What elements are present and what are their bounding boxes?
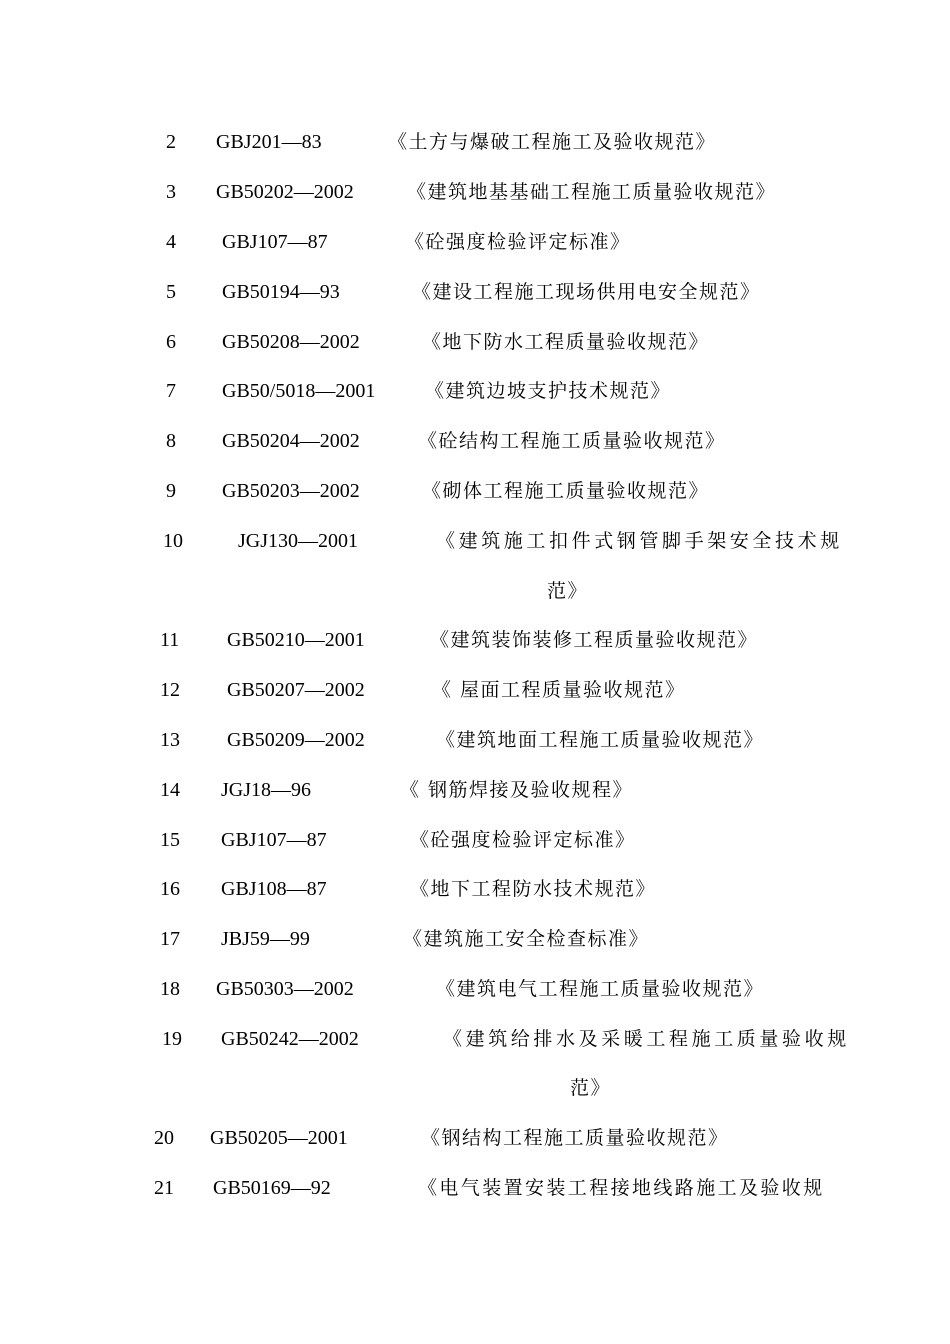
standard-code: GB50202—2002 <box>216 181 354 203</box>
entry-number: 7 <box>166 380 176 402</box>
standard-code: GB50204—2002 <box>222 430 360 452</box>
standard-title: 《 屋面工程质量验收规范》 <box>432 679 686 701</box>
list-item <box>0 625 950 655</box>
entry-number: 17 <box>160 928 180 950</box>
standard-title: 《建筑装饰装修工程质量验收规范》 <box>430 629 759 651</box>
entry-number: 13 <box>160 729 180 751</box>
list-item <box>0 277 950 307</box>
entry-number: 14 <box>160 779 180 801</box>
standard-title: 《建筑给排水及采暖工程施工质量验收规 <box>443 1028 850 1050</box>
entry-number: 19 <box>162 1028 182 1050</box>
entry-number: 9 <box>166 480 176 502</box>
list-item <box>0 974 950 1004</box>
standard-code: GBJ201—83 <box>216 131 322 153</box>
entry-number: 2 <box>166 131 176 153</box>
standard-title: 《砼强度检验评定标准》 <box>405 231 631 253</box>
standard-title: 《建筑施工安全检查标准》 <box>403 928 650 950</box>
standard-title: 《建筑电气工程施工质量验收规范》 <box>436 978 765 1000</box>
standard-code: GB50/5018—2001 <box>222 380 376 402</box>
list-item <box>0 775 950 805</box>
standard-title: 《钢结构工程施工质量验收规范》 <box>421 1127 729 1149</box>
standard-title: 《建设工程施工现场供用电安全规范》 <box>412 281 761 303</box>
standard-title: 《地下防水工程质量验收规范》 <box>422 331 710 353</box>
entry-number: 16 <box>160 878 180 900</box>
list-item <box>0 526 950 556</box>
entry-number: 21 <box>154 1177 174 1199</box>
list-item <box>0 874 950 904</box>
standard-code: GB50208—2002 <box>222 331 360 353</box>
standard-title: 《建筑施工扣件式钢管脚手架安全技术规 <box>436 530 843 552</box>
standard-title: 《 钢筋焊接及验收规程》 <box>400 779 634 801</box>
standard-code: GB50169—92 <box>213 1177 331 1199</box>
list-item <box>0 1024 950 1054</box>
standard-code: JBJ59—99 <box>221 928 310 950</box>
standard-title: 《建筑边坡支护技术规范》 <box>425 380 672 402</box>
list-item-continuation <box>0 576 950 606</box>
standard-code: GB50203—2002 <box>222 480 360 502</box>
list-item <box>0 177 950 207</box>
standard-code: GB50210—2001 <box>227 629 365 651</box>
standard-title: 《砼结构工程施工质量验收规范》 <box>418 430 726 452</box>
standard-code: GB50194—93 <box>222 281 340 303</box>
entry-number: 15 <box>160 829 180 851</box>
standard-code: GBJ107—87 <box>221 829 327 851</box>
entry-number: 11 <box>160 629 180 651</box>
standard-title-continuation: 范》 <box>570 1077 612 1099</box>
standard-code: JGJ18—96 <box>221 779 312 801</box>
list-item <box>0 825 950 855</box>
entry-number: 6 <box>166 331 176 353</box>
standard-title: 《土方与爆破工程施工及验收规范》 <box>388 131 717 153</box>
standard-code: GBJ108—87 <box>221 878 327 900</box>
list-item <box>0 1173 950 1203</box>
standard-code: GB50242—2002 <box>221 1028 359 1050</box>
standard-code: GBJ107—87 <box>222 231 328 253</box>
standard-title: 《砌体工程施工质量验收规范》 <box>422 480 710 502</box>
list-item <box>0 227 950 257</box>
standard-code: JGJ130—2001 <box>238 530 359 552</box>
list-item <box>0 327 950 357</box>
standard-title: 《地下工程防水技术规范》 <box>410 878 657 900</box>
list-item <box>0 476 950 506</box>
standard-code: GB50303—2002 <box>216 978 354 1000</box>
entry-number: 10 <box>163 530 183 552</box>
standard-title-continuation: 范》 <box>547 580 589 602</box>
standard-code: GB50209—2002 <box>227 729 365 751</box>
list-item <box>0 1123 950 1153</box>
standard-title: 《砼强度检验评定标准》 <box>410 829 636 851</box>
standard-title: 《建筑地基基础工程施工质量验收规范》 <box>407 181 777 203</box>
entry-number: 18 <box>160 978 180 1000</box>
entry-number: 5 <box>166 281 176 303</box>
list-item <box>0 675 950 705</box>
standard-title: 《电气装置安装工程接地线路施工及验收规 <box>418 1177 825 1199</box>
entry-number: 3 <box>166 181 176 203</box>
entry-number: 8 <box>166 430 176 452</box>
list-item-continuation <box>0 1073 950 1103</box>
entry-number: 20 <box>154 1127 174 1149</box>
standard-title: 《建筑地面工程施工质量验收规范》 <box>436 729 765 751</box>
entry-number: 4 <box>166 231 176 253</box>
list-item <box>0 426 950 456</box>
standard-code: GB50207—2002 <box>227 679 365 701</box>
list-item <box>0 924 950 954</box>
list-item <box>0 725 950 755</box>
list-item <box>0 376 950 406</box>
standard-code: GB50205—2001 <box>210 1127 348 1149</box>
list-item <box>0 127 950 157</box>
entry-number: 12 <box>160 679 180 701</box>
